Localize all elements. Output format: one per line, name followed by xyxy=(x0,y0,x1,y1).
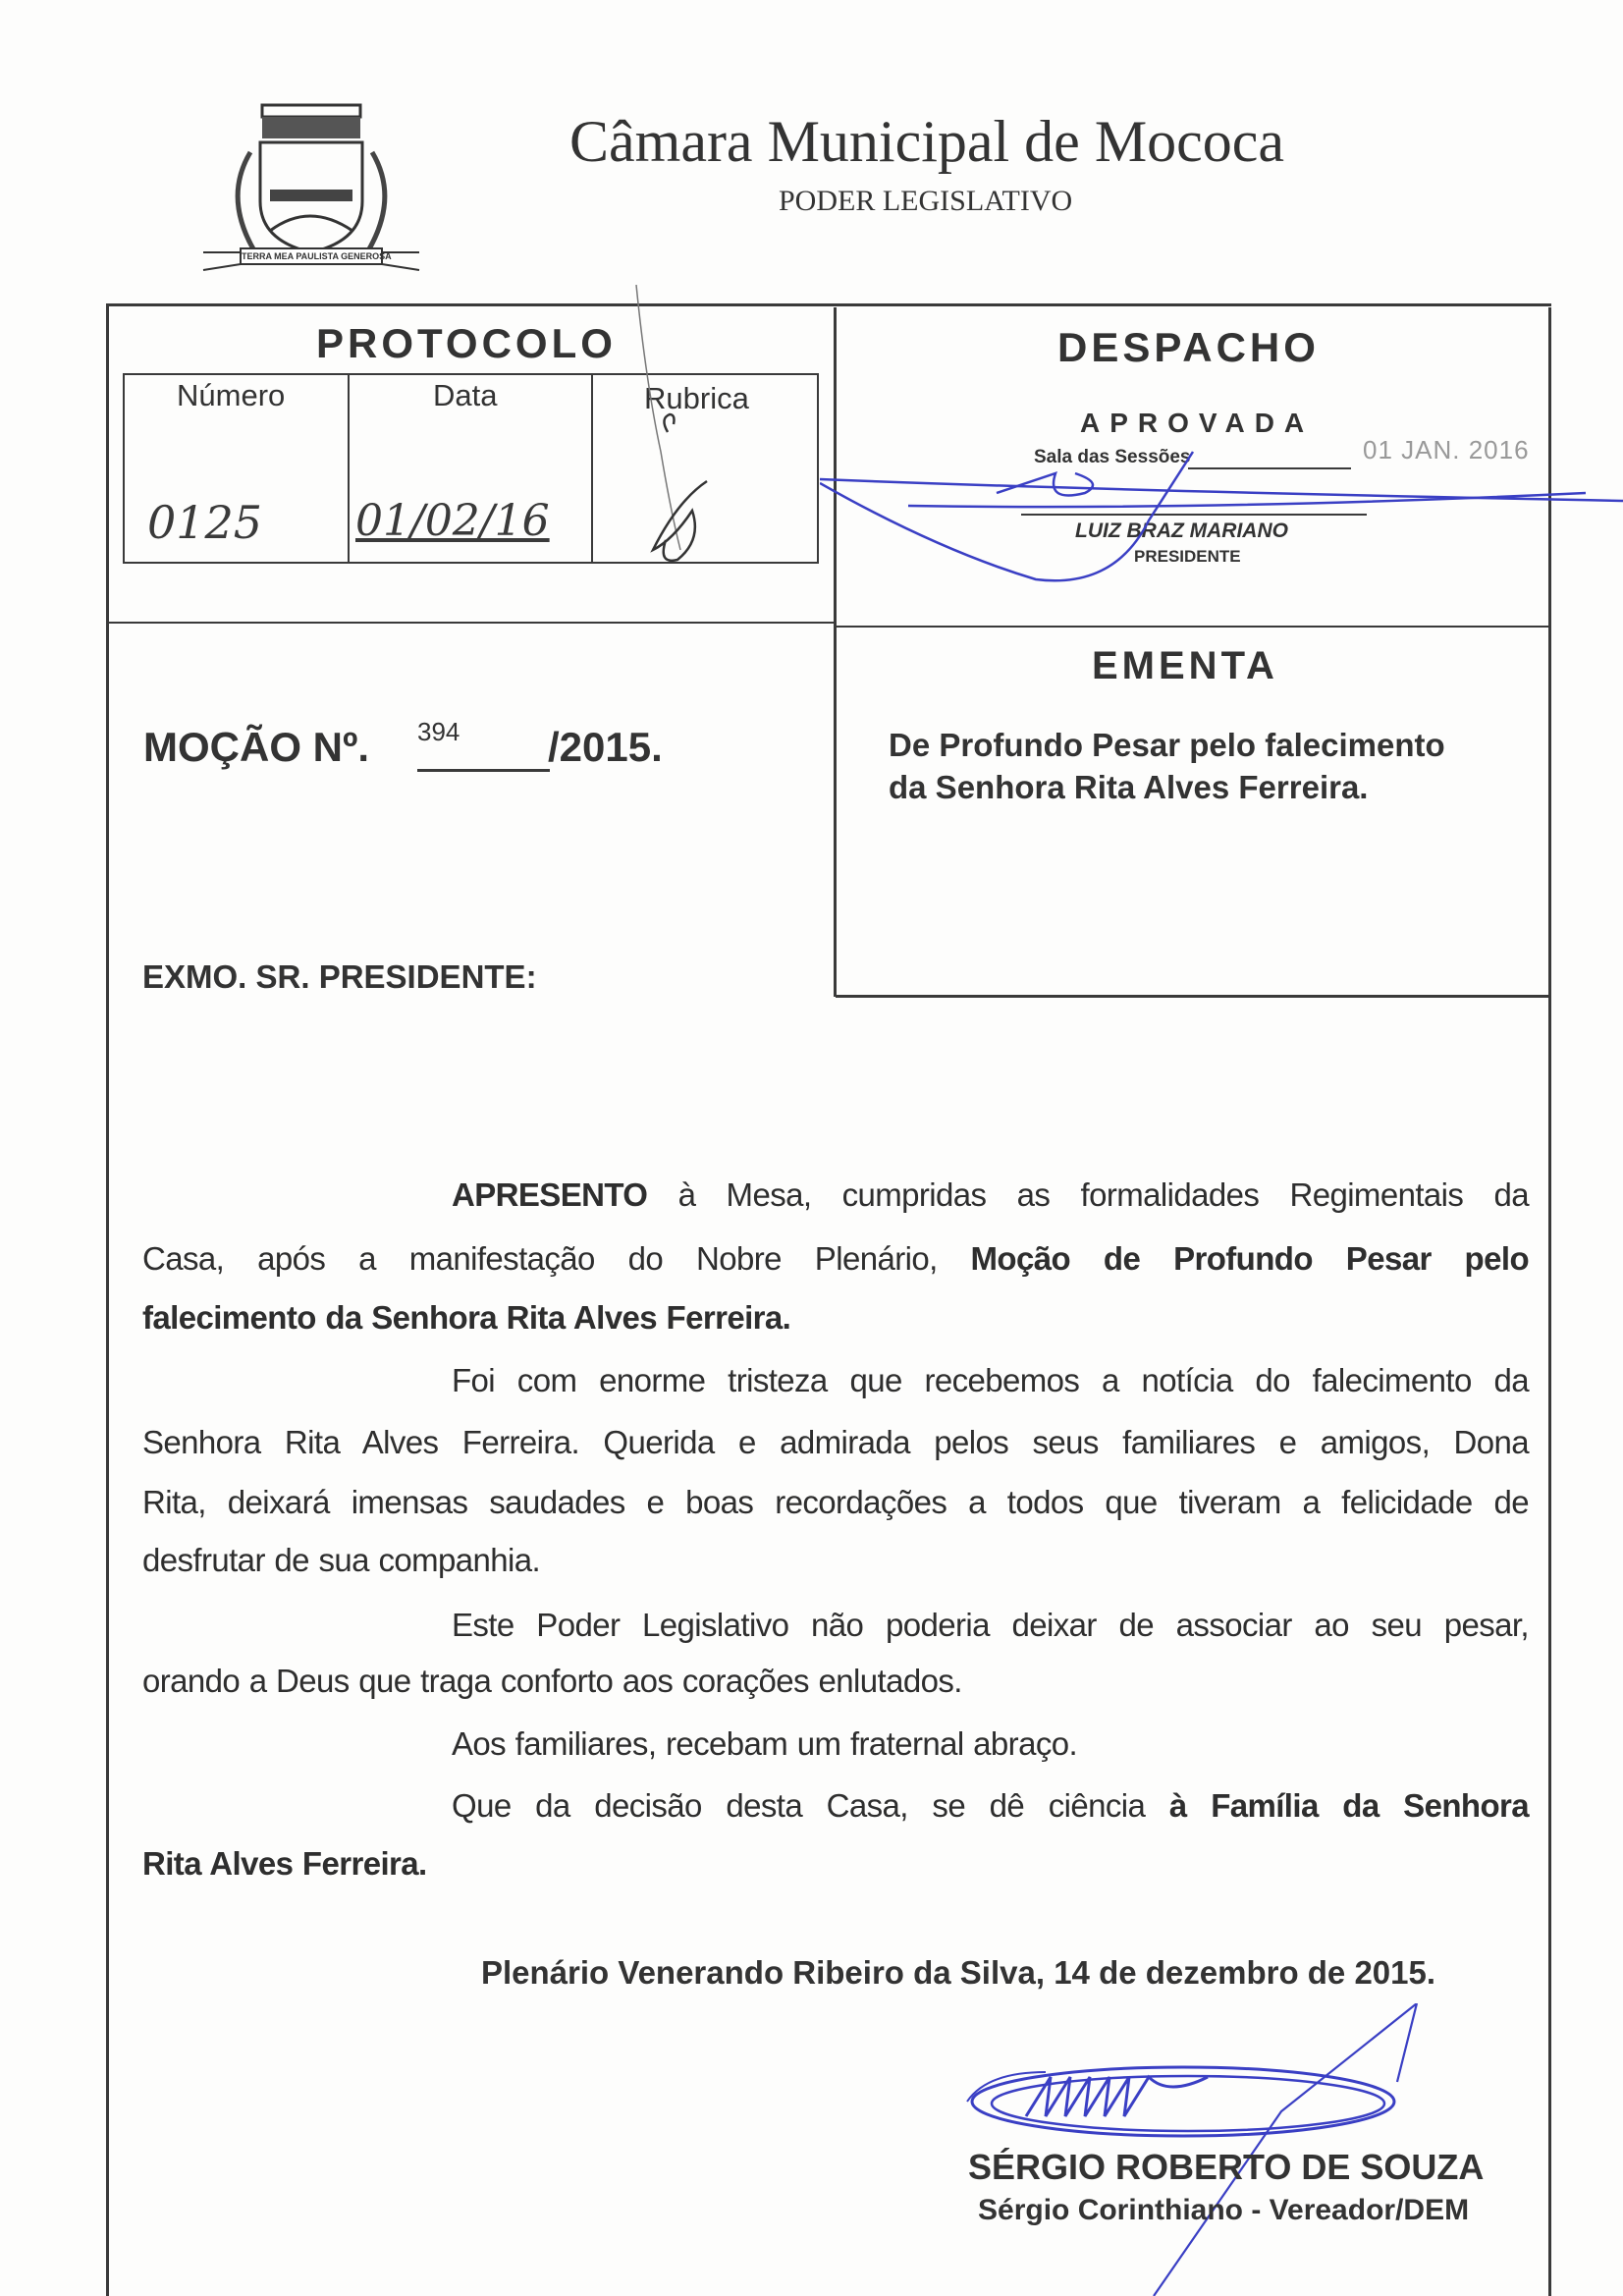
header-data: Data xyxy=(433,378,498,412)
bold-text: Rita Alves Ferreira. xyxy=(142,1845,427,1882)
body-line xyxy=(452,1607,1529,1644)
text: orando a Deus que traga conforto aos corações enlutados. xyxy=(142,1663,962,1699)
text: Que da decisão desta Casa, se dê ciência xyxy=(452,1787,1169,1824)
frame-top xyxy=(108,303,1551,306)
frame-right xyxy=(1548,307,1551,2296)
divider-vertical xyxy=(834,307,837,997)
coat-of-arms-motto: TERRA MEA PAULISTA GENEROSA xyxy=(242,251,392,261)
ementa-line: De Profundo Pesar pelo falecimento xyxy=(889,727,1445,763)
text: à Mesa, cumpridas as formalidades Regimentais da xyxy=(647,1176,1529,1213)
president-signature xyxy=(820,432,1623,599)
protocolo-data-value: 01/02/16 xyxy=(355,496,550,546)
ementa-bottom xyxy=(836,995,1550,998)
sala-das-sessoes-label: Sala das Sessões xyxy=(1034,447,1191,467)
text: Senhora Rita Alves Ferreira. Querida e admirada pelos seus familiares e amigos, Dona xyxy=(142,1424,1529,1460)
salutation: EXMO. SR. PRESIDENTE: xyxy=(142,958,537,995)
text: Aos familiares, recebam um fraternal abraço. xyxy=(452,1725,1078,1762)
rubrica-initials xyxy=(628,285,756,570)
protocolo-col-divider xyxy=(591,374,593,562)
body-line xyxy=(142,1424,1529,1461)
body-line xyxy=(452,1725,1529,1763)
president-name: LUIZ BRAZ MARIANO xyxy=(1075,519,1288,542)
stamp-date: 01 JAN. 2016 xyxy=(1363,435,1530,465)
signatory-role: Sérgio Corinthiano - Vereador/DEM xyxy=(978,2194,1470,2226)
bold-text: à Família da Senhora xyxy=(1168,1787,1529,1824)
signatory-name: SÉRGIO ROBERTO DE SOUZA xyxy=(968,2147,1485,2187)
body-line xyxy=(142,1845,1529,1883)
text: Foi com enorme tristeza que recebemos a notícia do falecimento da xyxy=(452,1362,1529,1398)
body-line xyxy=(142,1299,1529,1337)
closing-place-date: Plenário Venerando Ribeiro da Silva, 14 de dezembro de 2015. xyxy=(481,1954,1436,1991)
header-rubrica: Rubrica xyxy=(644,381,749,415)
protocolo-numero-value: 0125 xyxy=(147,496,263,549)
institution-subtitle: PODER LEGISLATIVO xyxy=(779,185,1073,217)
approved-stamp: APROVADA xyxy=(1080,408,1315,438)
body-line xyxy=(142,1542,1529,1579)
mocao-number-line xyxy=(417,769,550,772)
bold-text: Moção de Profundo Pesar pelo xyxy=(970,1240,1529,1277)
text: Casa, após a manifestação do Nobre Plenário, xyxy=(142,1240,971,1277)
ementa-title: EMENTA xyxy=(1092,644,1278,687)
text: Rita, deixará imensas saudades e boas recordações a todos que tiveram a felicidade de xyxy=(142,1484,1529,1520)
institution-title: Câmara Municipal de Mococa xyxy=(569,109,1285,174)
body-line xyxy=(452,1787,1529,1825)
mocao-number: 394 xyxy=(417,717,460,746)
body-line xyxy=(452,1176,1529,1214)
header-numero: Número xyxy=(177,378,286,412)
protocolo-col-divider xyxy=(348,374,350,562)
text: desfrutar de sua companhia. xyxy=(142,1542,541,1578)
protocolo-title: PROTOCOLO xyxy=(316,320,617,366)
mocao-year: /2015. xyxy=(548,724,663,770)
despacho-title: DESPACHO xyxy=(1057,324,1320,370)
frame-left xyxy=(106,303,109,2296)
text: Este Poder Legislativo não poderia deixar de associar ao seu pesar, xyxy=(452,1607,1529,1643)
body-line xyxy=(142,1240,1529,1278)
body-line xyxy=(142,1484,1529,1521)
president-title: PRESIDENTE xyxy=(1134,547,1241,566)
bold-text: APRESENTO xyxy=(452,1176,648,1213)
bold-text: falecimento da Senhora Rita Alves Ferreira. xyxy=(142,1299,791,1336)
ementa-line: da Senhora Rita Alves Ferreira. xyxy=(889,769,1369,805)
divider-right-row xyxy=(836,626,1550,628)
mocao-label: MOÇÃO Nº. xyxy=(143,724,369,770)
body-line xyxy=(142,1663,1529,1700)
body-line xyxy=(452,1362,1529,1399)
divider-left-row xyxy=(108,622,836,624)
